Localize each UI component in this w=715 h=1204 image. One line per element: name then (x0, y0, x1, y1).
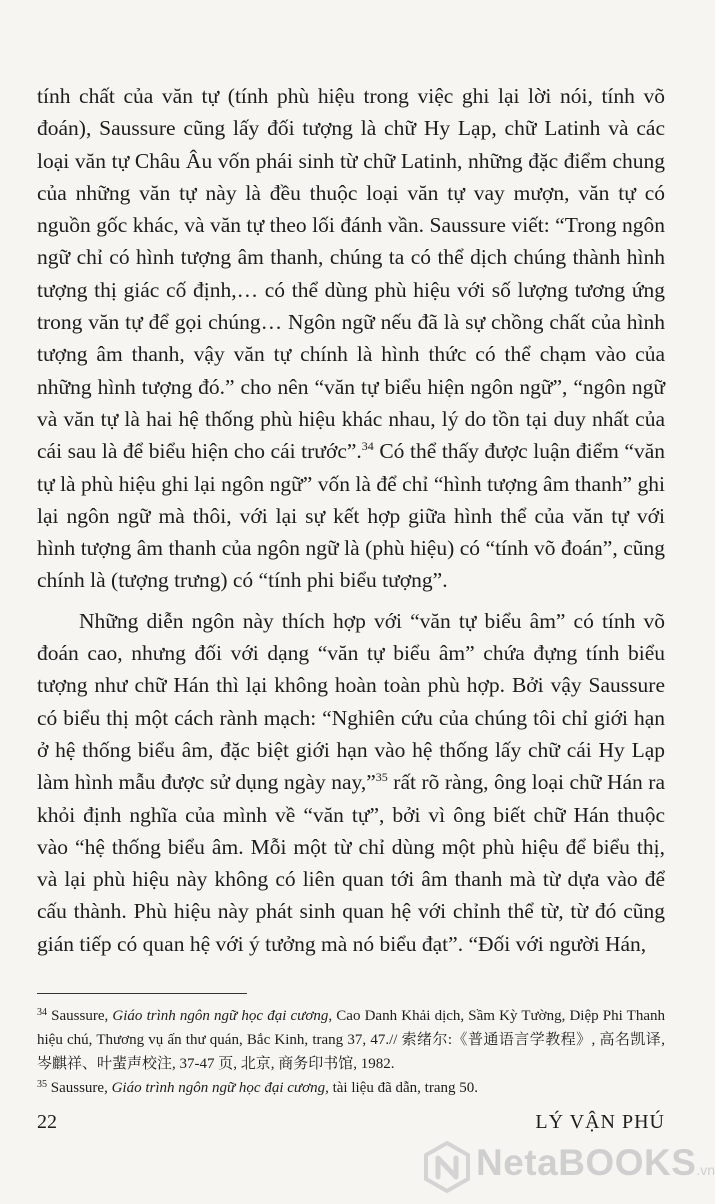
netabooks-logo-icon (420, 1140, 474, 1194)
footnote-divider (37, 993, 247, 994)
main-text (37, 80, 665, 960)
paragraph-2: Những diễn ngôn này thích hợp với “văn tự biểu âm” có tính võ đoán cao, nhưng đối với dạng “văn tự biểu âm” chứa đựng tính biểu tượng như chữ Hán thì lại không hoàn toàn phù hợp. Bởi vậy Saussure có biểu thị một cách rành mạch: “Nghiên cứu của chúng tôi chỉ giới hạn ở hệ thống biểu âm, đặc biệt giới hạn vào hệ thống lấy chữ cái Hy Lạp làm hình mẫu được sử dụng ngày nay,”$^{35}$ rất rõ ràng, ông loại chữ Hán ra khỏi định nghĩa của mình về “văn tự”, bởi vì ông biết chữ Hán thuộc vào “hệ thống biểu âm. Mỗi một từ chỉ dùng một phù hiệu để biểu thị, và lại phù hiệu này không có liên quan tới âm thanh mà từ dựa vào để cấu thành. Phù hiệu này phát sinh quan hệ với chỉnh thể từ, từ đó cũng gián tiếp có quan hệ với ý tưởng mà nó biểu đạt”. “Đối với người Hán, (37, 608, 665, 956)
watermark-brand: NetaBOOKS (476, 1142, 697, 1183)
watermark-suffix: .vn (696, 1162, 715, 1178)
netabooks-watermark (420, 1138, 715, 1198)
footnote-ref-34: 34 (361, 439, 374, 454)
paragraph-1: tính chất của văn tự (tính phù hiệu trong việc ghi lại lời nói, tính võ đoán), Saussure cũng lấy đối tượng là chữ Hy Lạp, chữ Latinh và các loại văn tự Châu Âu vốn phái sinh từ chữ Latinh, những đặc điểm chung của những văn tự này là đều thuộc loại văn tự vay mượn, văn tự có nguồn gốc khác, và văn tự theo lối đánh vần. Saussure viết: “Trong ngôn ngữ chỉ có hình tượng âm thanh, chúng ta có thể dịch chúng thành hình tượng thị giác cố định,… có thể dùng phù hiệu với số lượng tương ứng trong văn tự để gọi chúng… Ngôn ngữ nếu đã là sự chồng chất của hình tượng âm thanh, vậy văn tự chính là hình thức có thể chạm vào của những hình tượng đó.” cho nên “văn tự biểu hiện ngôn ngữ”, “ngôn ngữ và văn tự là hai hệ thống phù hiệu khác nhau, lý do tồn tại duy nhất của cái sau là để biểu hiện cho cái trước”.$^{34}$ Có thể thấy được luận điểm “văn tự là phù hiệu ghi lại ngôn ngữ” vốn là để chỉ “hình tượng âm thanh” ghi lại ngôn ngữ mà thôi, với lại sự kết hợp giữa hình thể của văn tự với hình tượng âm thanh của ngôn ngữ là (phù hiệu) có “tính võ đoán”, cũng chính là (tượng trưng) có “tính phi biểu tượng”. (37, 84, 665, 593)
running-head-author: LÝ VẬN PHÚ (535, 1111, 665, 1133)
footnote-35: $^{35}$ Saussure, Giáo trình ngôn ngữ học đại cương, tài liệu đã dẫn, trang 50. (37, 1079, 478, 1096)
page-number: 22 (37, 1111, 57, 1133)
footnotes (37, 1004, 665, 1100)
footnote-34: $^{34}$ Saussure, Giáo trình ngôn ngữ học đại cương, Cao Danh Khải dịch, Sầm Kỳ Tường, Diệp Phi Thanh hiệu chú, Thương vụ ấn thư quán, Bắc Kinh, trang 37, 47.// 索绪尔:《普通语言学教程》, 高名凯译, 岑麒祥、叶蜚声校注, 37-47 页, 北京, 商务印书馆, 1982. (37, 1007, 666, 1072)
footnote-ref-35: 35 (375, 770, 388, 785)
